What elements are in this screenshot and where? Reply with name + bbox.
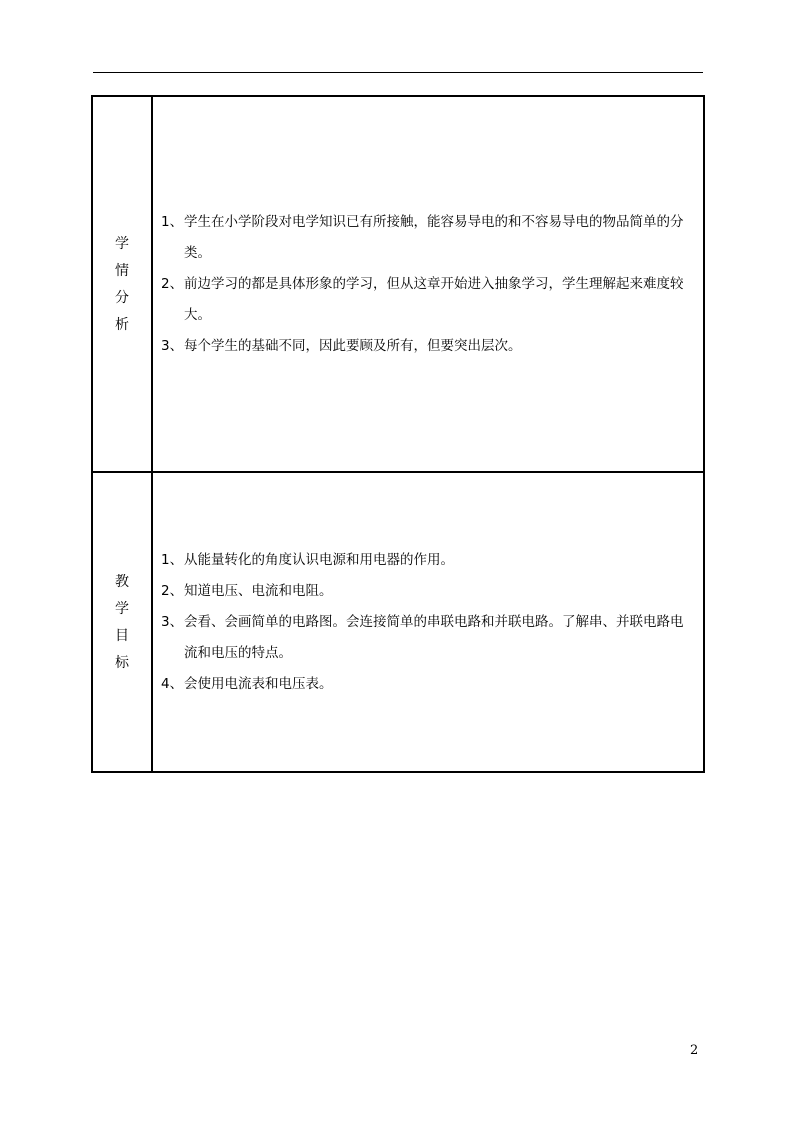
list-item xyxy=(161,331,693,362)
table-row-student-analysis xyxy=(92,96,704,472)
label-char: 学 xyxy=(115,235,129,252)
item-number: 4、 xyxy=(161,675,184,692)
item-number: 3、 xyxy=(161,337,184,354)
section-content-student-analysis xyxy=(152,96,704,472)
header-rule xyxy=(93,72,703,73)
label-char: 标 xyxy=(115,654,129,671)
label-char: 分 xyxy=(115,289,129,306)
item-text: 从能量转化的角度认识电源和用电器的作用。 xyxy=(184,551,454,568)
list-item xyxy=(161,207,693,269)
table-row-teaching-objectives xyxy=(92,472,704,772)
list-item xyxy=(161,576,693,607)
label-char: 目 xyxy=(115,627,129,644)
section-content-teaching-objectives xyxy=(152,472,704,772)
label-char: 学 xyxy=(115,600,129,617)
item-number: 3、 xyxy=(161,613,184,630)
list-item xyxy=(161,669,693,700)
item-text: 学生在小学阶段对电学知识已有所接触，能容易导电的和不容易导电的物品简单的分类。 xyxy=(184,213,684,261)
list-item xyxy=(161,607,693,669)
item-number: 2、 xyxy=(161,275,184,292)
item-text: 每个学生的基础不同，因此要顾及所有，但要突出层次。 xyxy=(184,337,522,354)
item-number: 1、 xyxy=(161,551,184,568)
label-char: 情 xyxy=(115,262,129,279)
item-text: 会看、会画简单的电路图。会连接简单的串联电路和并联电路。了解串、并联电路电流和电压的特点。 xyxy=(184,613,684,661)
label-char: 教 xyxy=(115,573,129,590)
item-text: 前边学习的都是具体形象的学习，但从这章开始进入抽象学习，学生理解起来难度较大。 xyxy=(184,275,684,323)
lesson-plan-table xyxy=(91,95,705,773)
page-number: 2 xyxy=(690,1043,699,1058)
section-label-teaching-objectives xyxy=(92,472,152,772)
list-item xyxy=(161,545,693,576)
item-number: 1、 xyxy=(161,213,184,230)
item-text: 会使用电流表和电压表。 xyxy=(184,675,333,692)
section-label-student-analysis xyxy=(92,96,152,472)
item-text: 知道电压、电流和电阻。 xyxy=(184,582,333,599)
list-item xyxy=(161,269,693,331)
label-char: 析 xyxy=(115,316,129,333)
item-number: 2、 xyxy=(161,582,184,599)
